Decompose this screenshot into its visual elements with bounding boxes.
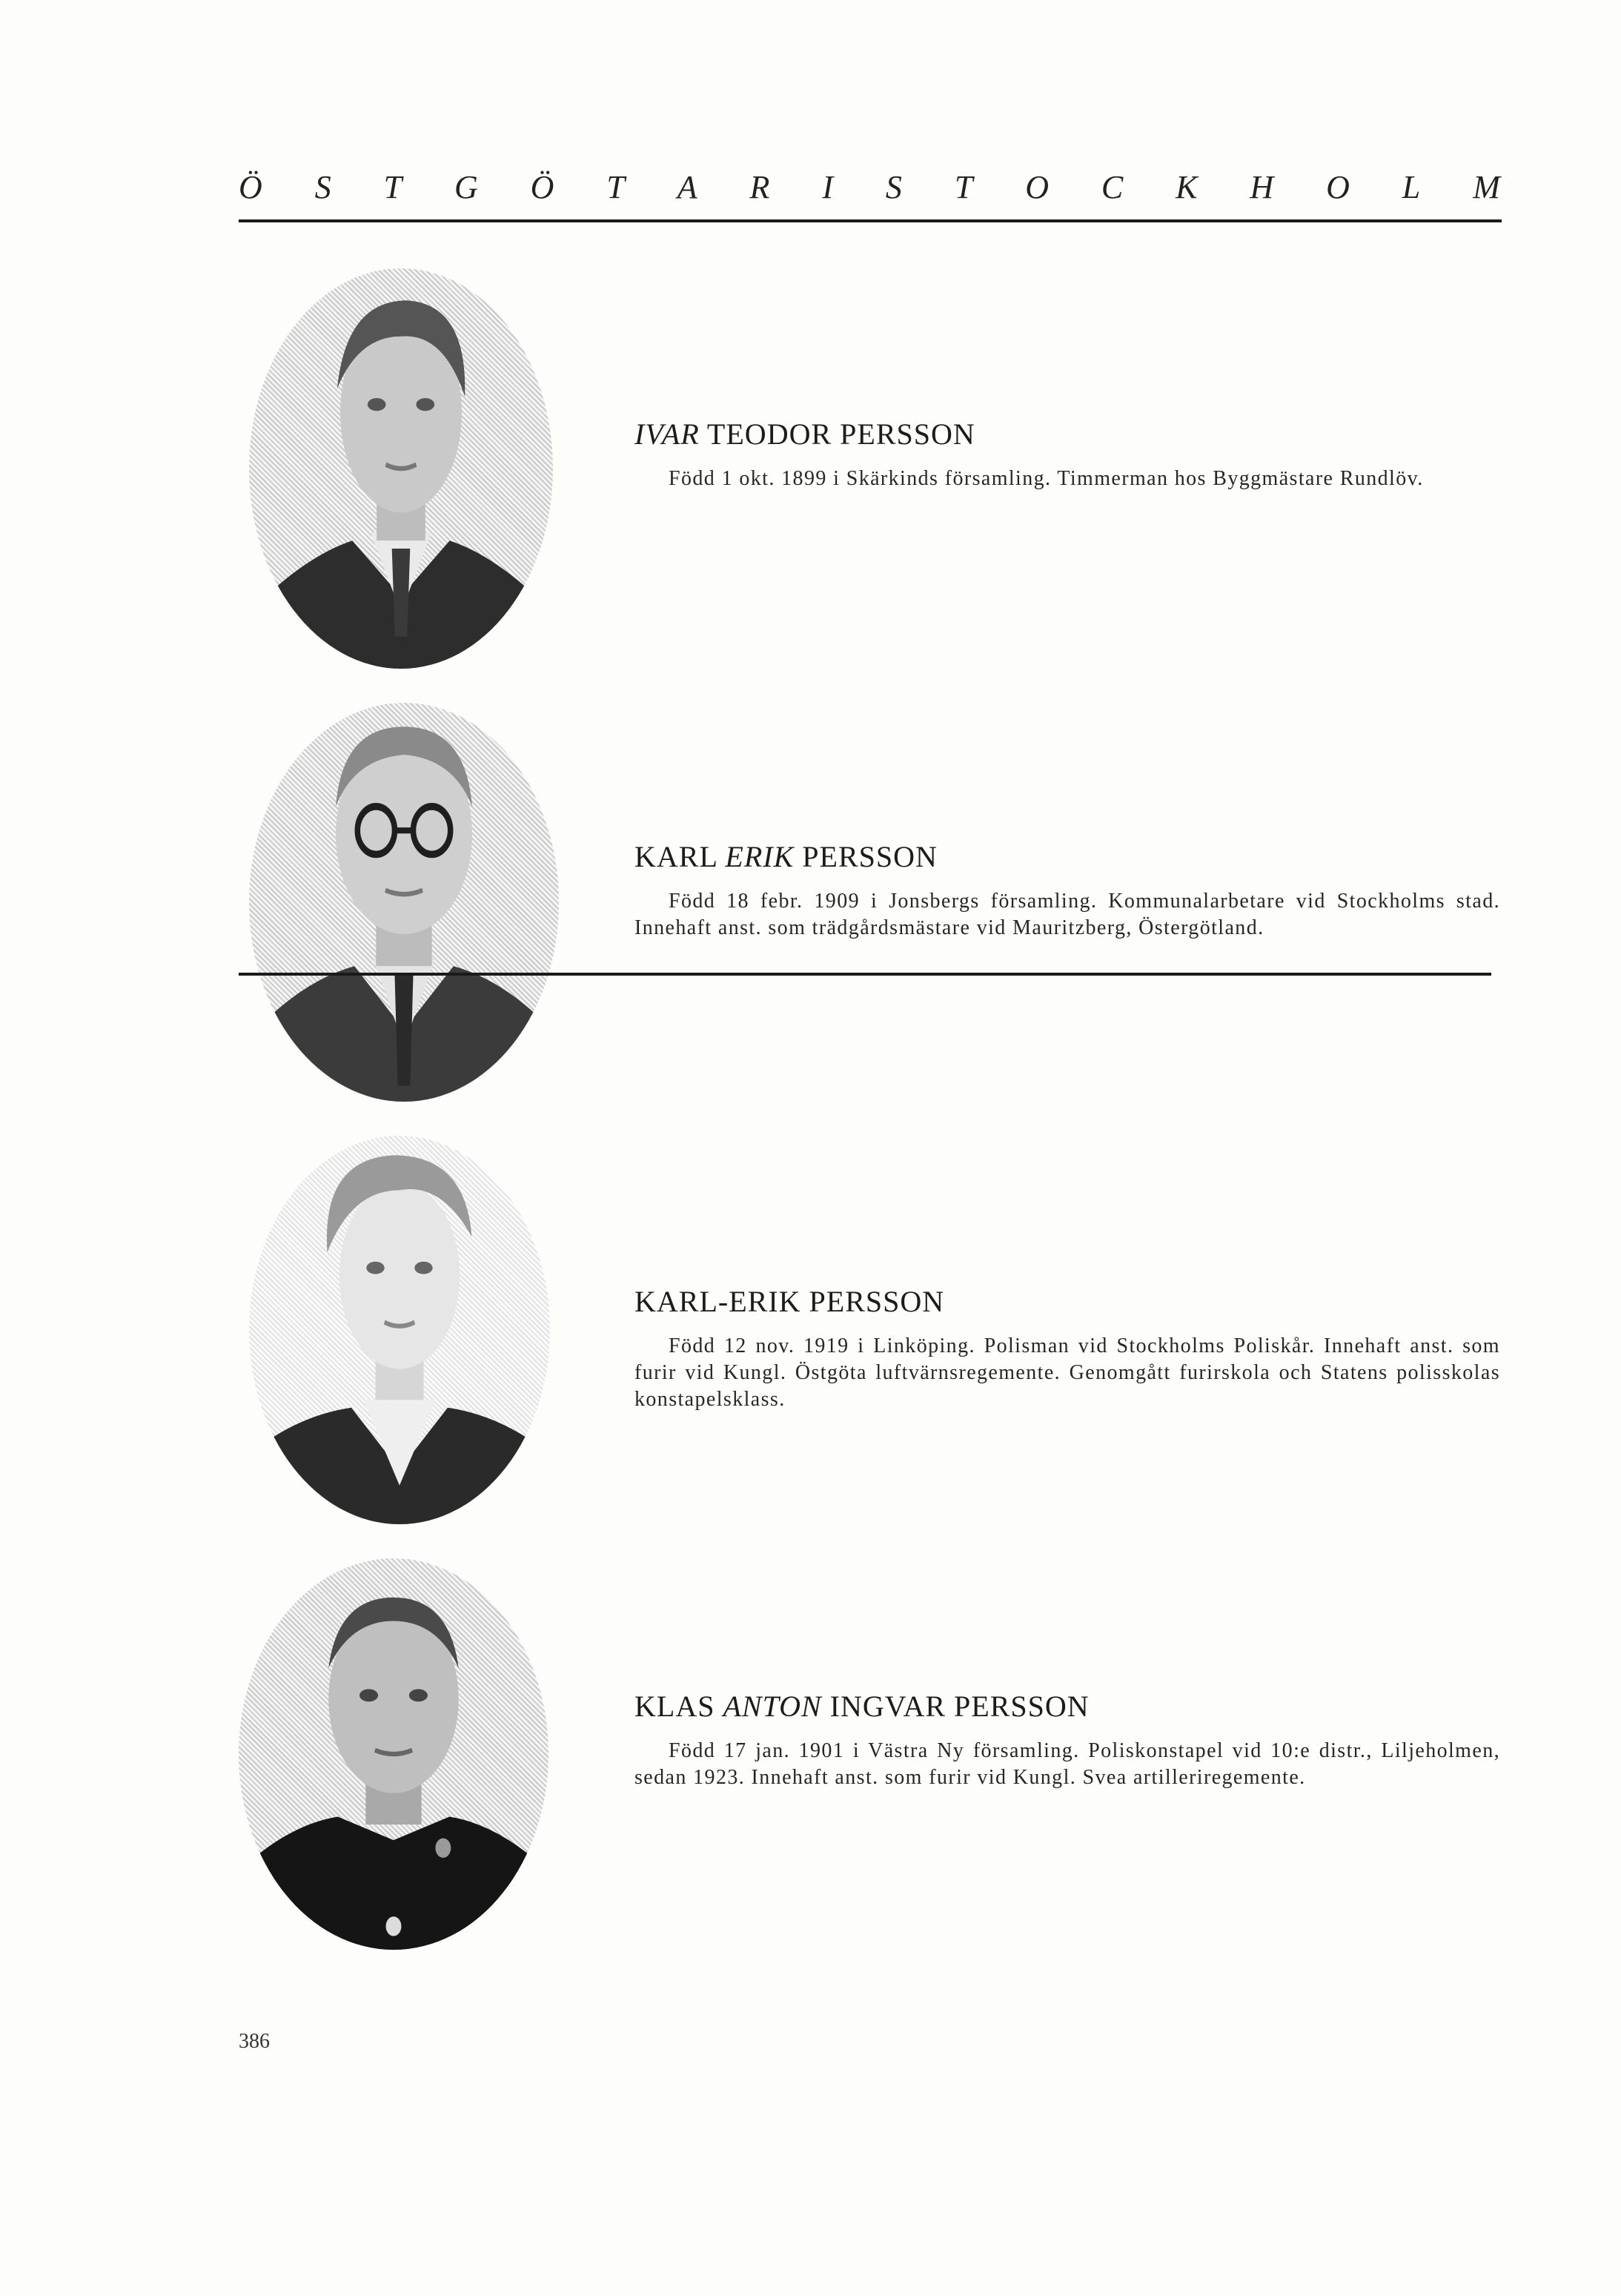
name-part: INGVAR PERSSON bbox=[821, 1690, 1090, 1723]
person-name bbox=[634, 1284, 1500, 1320]
person-bio: Född 1 okt. 1899 i Skärkinds församling. Timmerman hos Byggmästare Rundlöv. bbox=[669, 467, 1424, 490]
running-head-letter: O bbox=[1326, 168, 1351, 205]
running-head-letter: A bbox=[677, 168, 699, 205]
header-rule bbox=[239, 219, 1502, 222]
name-part: PERSSON bbox=[794, 840, 938, 873]
portrait-illustration bbox=[249, 1136, 550, 1524]
name-part: KARL bbox=[634, 840, 726, 873]
running-head-letter: R bbox=[749, 168, 772, 205]
running-head-letter: M bbox=[1473, 168, 1502, 205]
running-head-letter: O bbox=[1025, 168, 1050, 205]
running-head-letter: S bbox=[885, 168, 904, 205]
page-number: 386 bbox=[239, 2030, 270, 2053]
running-head-letter: T bbox=[954, 168, 975, 205]
name-part: KARL-ERIK PERSSON bbox=[634, 1285, 945, 1318]
person-name bbox=[634, 839, 1500, 875]
name-part: IVAR bbox=[634, 417, 700, 451]
running-head-letter: S bbox=[314, 168, 333, 205]
running-head-letter: H bbox=[1250, 168, 1276, 205]
portrait-illustration bbox=[249, 268, 553, 669]
biography-entry bbox=[634, 1689, 1500, 1791]
person-bio: Född 12 nov. 1919 i Linköping. Polisman vid Stockholms Poliskår. Innehaft anst. som furir vid Kungl. Östgöta luftvärnsregemente. Genomgått furirskola och Statens polisskolas konstapelsklass. bbox=[634, 1334, 1500, 1411]
running-head-letter: I bbox=[822, 168, 835, 205]
running-head bbox=[239, 165, 1502, 209]
running-head-letter: K bbox=[1176, 168, 1199, 205]
portrait-photo bbox=[239, 1558, 548, 1950]
running-head-letter: Ö bbox=[239, 168, 264, 205]
portrait-illustration bbox=[239, 1558, 548, 1950]
footer-rule bbox=[239, 973, 1491, 976]
portrait-photo bbox=[249, 703, 559, 1102]
running-head-letter: T bbox=[383, 168, 404, 205]
person-name bbox=[634, 1689, 1500, 1724]
biography-entry bbox=[634, 839, 1500, 942]
biography-entry bbox=[634, 417, 1500, 492]
person-name bbox=[634, 417, 1500, 452]
person-bio: Född 18 febr. 1909 i Jonsbergs församling. Kommunalarbetare vid Stockholms stad. Innehaft anst. som trädgårdsmästare vid Mauritzberg, Östergötland. bbox=[634, 890, 1500, 939]
running-head-letter: C bbox=[1101, 168, 1125, 205]
biography-entry bbox=[634, 1284, 1500, 1413]
portrait-photo bbox=[249, 1136, 550, 1524]
name-part: TEODOR PERSSON bbox=[699, 417, 975, 451]
running-head-letter: L bbox=[1402, 168, 1422, 205]
running-head-letter: T bbox=[606, 168, 626, 205]
person-bio: Född 17 jan. 1901 i Västra Ny församling. Poliskonstapel vid 10:e distr., Liljeholmen, sedan 1923. Innehaft anst. som furir vid Kungl. Svea artilleriregemente. bbox=[634, 1739, 1500, 1789]
running-head-letter: G bbox=[454, 168, 480, 205]
portrait-photo bbox=[249, 268, 553, 669]
running-head-letter: Ö bbox=[530, 168, 556, 205]
name-part: KLAS bbox=[634, 1690, 723, 1723]
name-part: ERIK bbox=[725, 840, 795, 873]
name-part: ANTON bbox=[723, 1690, 822, 1723]
portrait-illustration bbox=[249, 703, 559, 1102]
